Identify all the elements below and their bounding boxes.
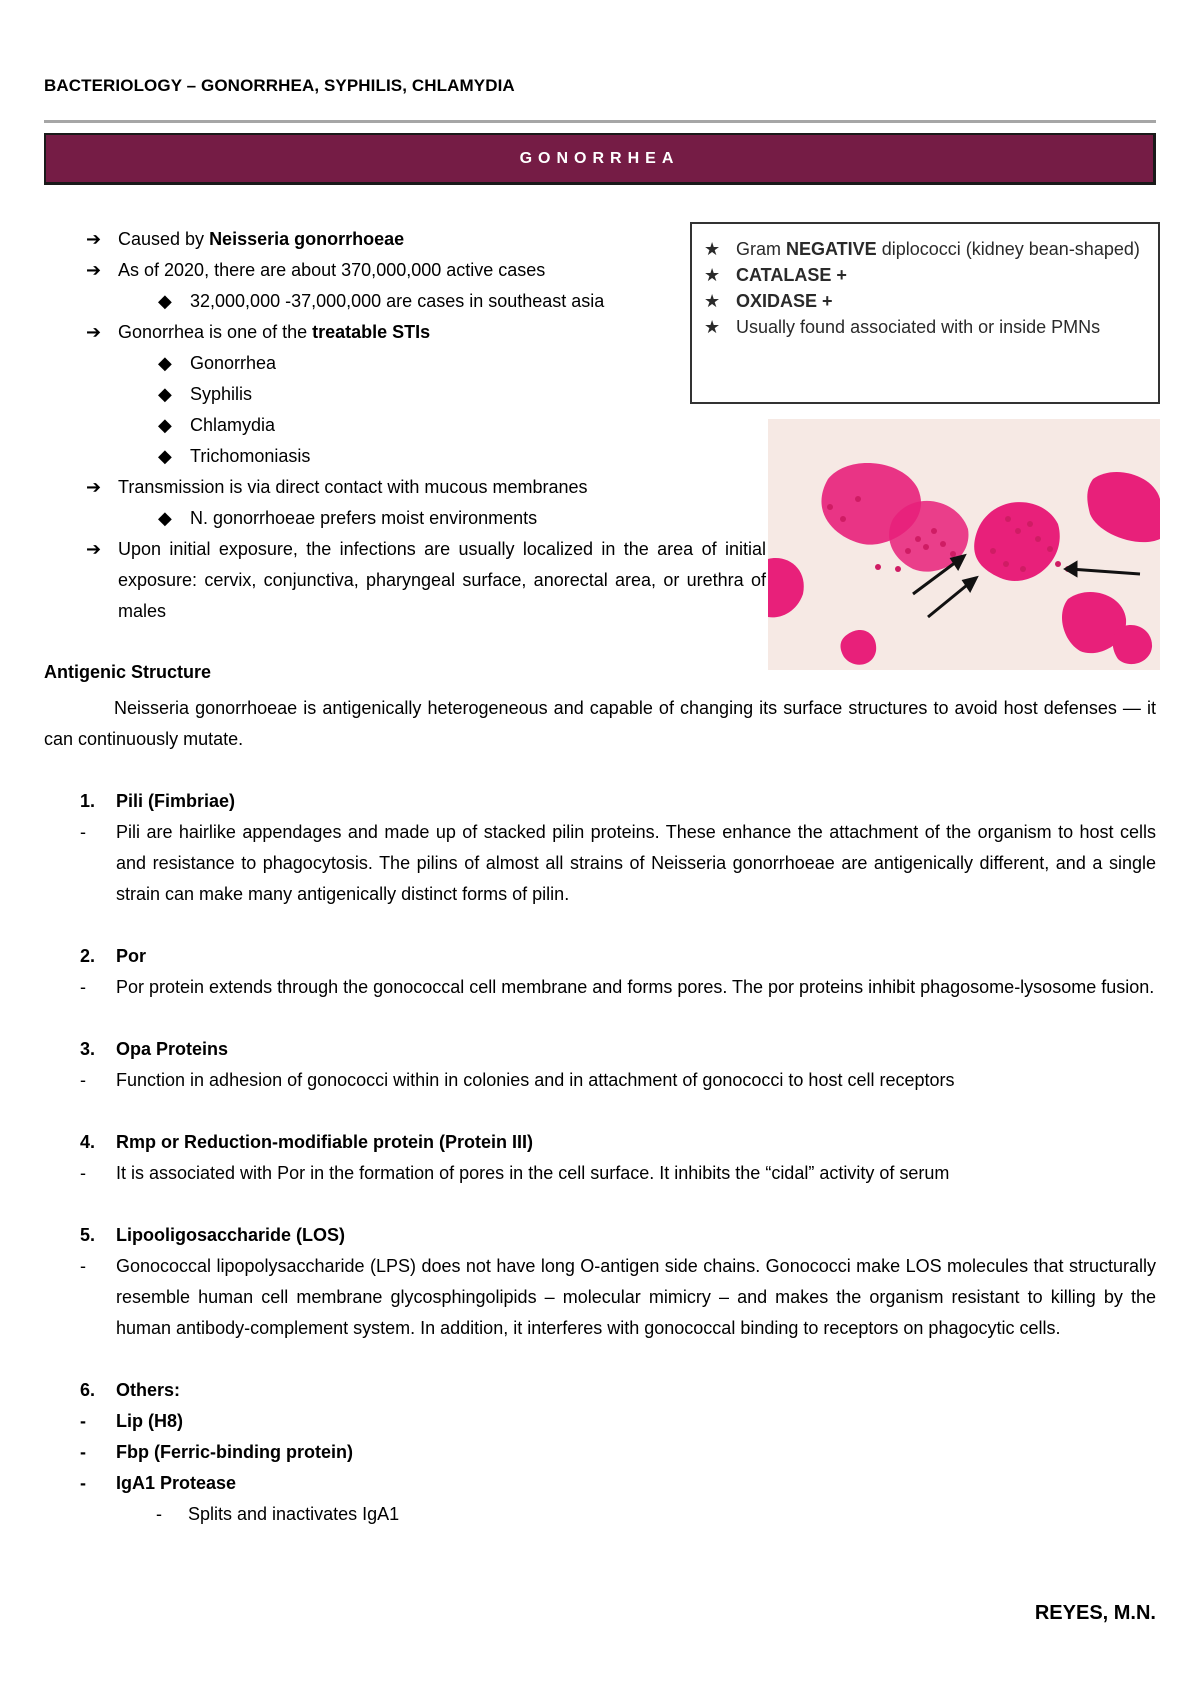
diamond-icon: ◆ bbox=[158, 353, 172, 373]
item-heading: 2. Por bbox=[80, 946, 147, 966]
star-icon: ★ bbox=[704, 317, 721, 337]
characteristic-item: ★ Gram NEGATIVE diplococci (kidney bean-shaped) bbox=[736, 236, 1142, 262]
dash-icon: - bbox=[80, 1163, 86, 1183]
header-divider bbox=[44, 120, 1156, 123]
star-icon: ★ bbox=[704, 291, 721, 311]
list-item bbox=[44, 1127, 1156, 1189]
antigenic-structure-list bbox=[44, 786, 1156, 1561]
diamond-icon: ◆ bbox=[158, 415, 172, 435]
item-description: - Gonococcal lipopolysaccharide (LPS) does not have long O-antigen side chains. Gonococci make LOS molecules that structurally resemble human cell membrane glycosphingolipids – molecular mimicry – and makes the organism resistant to killing by the human antibody-complement system. In addition, it interferes with gonococcal binding to receptors on phagocytic cells. bbox=[44, 1251, 1156, 1344]
list-item bbox=[44, 786, 1156, 910]
section-banner-title: GONORRHEA bbox=[519, 149, 680, 167]
arrow-icon: ➔ bbox=[86, 229, 102, 249]
micrograph-image bbox=[768, 419, 1160, 670]
diamond-icon: ◆ bbox=[158, 508, 172, 528]
dash-icon: - bbox=[80, 1442, 86, 1462]
item-heading: 6. Others: bbox=[80, 1380, 181, 1400]
list-item: ◆ Chlamydia bbox=[86, 410, 766, 441]
arrow-icon: ➔ bbox=[86, 322, 102, 342]
list-item: ➔ Gonorrhea is one of the treatable STIs bbox=[86, 317, 766, 348]
author-name: REYES, M.N. bbox=[1034, 1602, 1156, 1624]
diamond-icon: ◆ bbox=[158, 384, 172, 404]
diamond-icon: ◆ bbox=[158, 446, 172, 466]
arrow-icon: ➔ bbox=[86, 539, 102, 559]
dash-icon: - bbox=[80, 1411, 86, 1431]
item-heading: 5. Lipooligosaccharide (LOS) bbox=[80, 1225, 346, 1245]
section-banner bbox=[44, 133, 1156, 185]
section-heading: Antigenic Structure bbox=[44, 662, 212, 682]
list-item bbox=[44, 1375, 1156, 1530]
list-item: ➔ Caused by Neisseria gonorrhoeae bbox=[86, 224, 766, 255]
list-item bbox=[44, 1034, 1156, 1096]
dash-icon: - bbox=[156, 1504, 162, 1524]
list-item: ➔ As of 2020, there are about 370,000,000 active cases bbox=[86, 255, 766, 286]
dash-icon: - bbox=[80, 1256, 86, 1276]
characteristic-item: ★ OXIDASE + bbox=[736, 288, 1142, 314]
dash-icon: - bbox=[80, 1070, 86, 1090]
item-description: - IgA1 Protease bbox=[44, 1468, 1156, 1499]
characteristic-item: ★ Usually found associated with or inside PMNs bbox=[736, 314, 1142, 340]
item-heading: 4. Rmp or Reduction-modifiable protein (Protein III) bbox=[80, 1132, 533, 1152]
dash-icon: - bbox=[80, 1473, 86, 1493]
dash-icon: - bbox=[80, 977, 86, 997]
section-paragraph: Neisseria gonorrhoeae is antigenically heterogeneous and capable of changing its surface structures to avoid host defenses — it can continuously mutate. bbox=[44, 698, 1156, 749]
list-item: ◆ 32,000,000 -37,000,000 are cases in southeast asia bbox=[86, 286, 766, 317]
item-description: - Lip (H8) bbox=[44, 1406, 1156, 1437]
arrow-icon: ➔ bbox=[86, 477, 102, 497]
list-item: ◆ Gonorrhea bbox=[86, 348, 766, 379]
item-description: - Function in adhesion of gonococci within in colonies and in attachment of gonococci to host cell receptors bbox=[44, 1065, 1156, 1096]
list-item: ◆ Trichomoniasis bbox=[86, 441, 766, 472]
list-item bbox=[44, 941, 1156, 1003]
item-description: - It is associated with Por in the formation of pores in the cell surface. It inhibits the “cidal” activity of serum bbox=[44, 1158, 1156, 1189]
dash-icon: - bbox=[80, 822, 86, 842]
star-icon: ★ bbox=[704, 239, 721, 259]
characteristics-box bbox=[690, 222, 1160, 404]
characteristic-item: ★ CATALASE + bbox=[736, 262, 1142, 288]
intro-bullet-list bbox=[86, 224, 766, 627]
diamond-icon: ◆ bbox=[158, 291, 172, 311]
list-item: ➔ Transmission is via direct contact with mucous membranes bbox=[86, 472, 766, 503]
item-heading: 3. Opa Proteins bbox=[80, 1039, 229, 1059]
list-item bbox=[44, 1220, 1156, 1344]
item-heading: 1. Pili (Fimbriae) bbox=[80, 791, 236, 811]
star-icon: ★ bbox=[704, 265, 721, 285]
list-item: ➔ Upon initial exposure, the infections are usually localized in the area of initial exposure: cervix, conjunctiva, pharyngeal surface, anorectal area, or urethra of males bbox=[86, 534, 766, 627]
item-description: - Pili are hairlike appendages and made up of stacked pilin proteins. These enhance the attachment of the organism to host cells and resistance to phagocytosis. The pilins of almost all strains of Neisseria gonorrhoeae are antigenically different, and a single strain can make many antigenically distinct forms of pilin. bbox=[44, 817, 1156, 910]
list-item: ◆ Syphilis bbox=[86, 379, 766, 410]
item-description: - Por protein extends through the gonococcal cell membrane and forms pores. The por proteins inhibit phagosome-lysosome fusion. bbox=[44, 972, 1156, 1003]
item-sub-description: - Splits and inactivates IgA1 bbox=[44, 1499, 1156, 1530]
item-description: - Fbp (Ferric-binding protein) bbox=[44, 1437, 1156, 1468]
document-header-title: BACTERIOLOGY – GONORRHEA, SYPHILIS, CHLAMYDIA bbox=[44, 76, 515, 95]
micrograph-illustration bbox=[768, 419, 1160, 670]
list-item: ◆ N. gonorrhoeae prefers moist environments bbox=[86, 503, 766, 534]
arrow-icon: ➔ bbox=[86, 260, 102, 280]
